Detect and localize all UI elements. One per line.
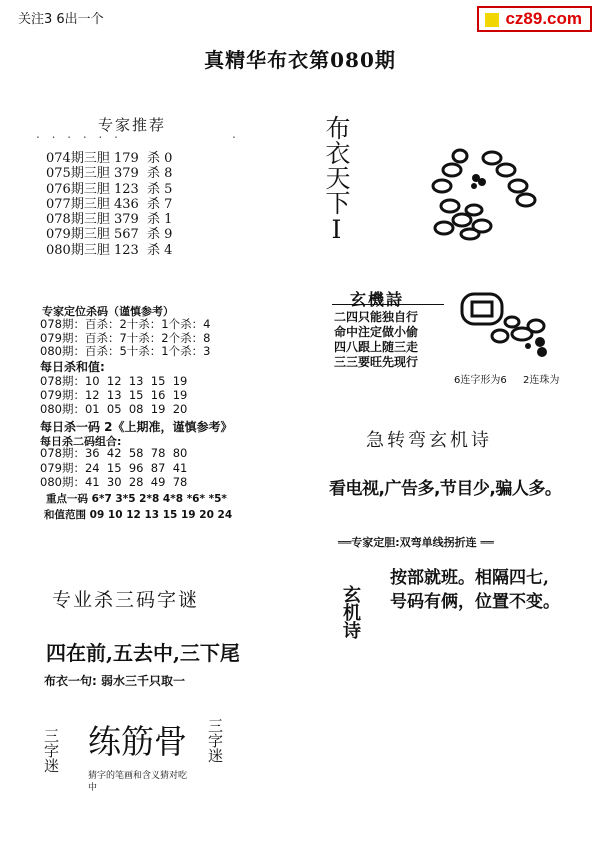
expert-row: 080期三胆 123 杀 4 (46, 242, 173, 258)
kandianshi-line: 看电视,广告多,节目少,骗人多。 (329, 479, 562, 499)
yima-row: 080期：41 30 28 49 78 (40, 475, 188, 490)
poem-title: 玄機詩 (350, 290, 405, 309)
poem-lines (334, 310, 418, 370)
hezhi-range-row: 和值范围 09 10 12 13 15 19 20 24 (44, 509, 233, 521)
expert-row: 076期三胆 123 杀 5 (46, 181, 173, 197)
poem-line: 二四只能独自行 (334, 310, 419, 324)
expert-rows (46, 151, 172, 258)
poem2-line: 号码有俩，位置不变。 (390, 592, 560, 612)
poem-line: 四八跟上随三走 (334, 340, 419, 354)
yima-rows (40, 446, 187, 490)
expert-heading: 专家推荐 (98, 116, 167, 134)
zimi-title: 专业杀三码字谜 (52, 589, 200, 611)
sanzimi-left: 三字迷 (42, 728, 60, 773)
hezhi-heading: 每日杀和值: (40, 360, 105, 374)
jizhuanwan-title: 急转弯玄机诗 (366, 430, 492, 451)
dingwei-heading: 专家定位杀码（谨慎参考） (42, 305, 174, 318)
top-note: 关注3 6出一个 (18, 12, 104, 27)
poem-divider (332, 304, 444, 305)
riddle-word: 练筋骨 (88, 722, 187, 761)
page-title (0, 44, 600, 73)
poem-line: 三三要旺先现行 (334, 355, 419, 369)
caption-two: 2连珠为 (523, 375, 560, 386)
yima-row: 079期：24 15 96 87 41 (40, 460, 188, 475)
expert-row: 078期三胆 379 杀 1 (46, 212, 173, 228)
expert-dingdan-line: ══专家定胆:双弯单线拐折连 ══ (338, 536, 494, 549)
hezhi-rows (40, 374, 187, 416)
hezhi-row: 078期：10 12 13 15 19 (40, 374, 188, 388)
dingwei-row: 079期：百杀：7十杀：2个杀：8 (40, 330, 211, 345)
sanzimi-right: 三字迷 (206, 718, 224, 763)
caption-six: 6连字形为6 (454, 375, 507, 386)
buyi-yiju: 布衣一句: 弱水三千只取一 (44, 674, 185, 688)
poem2-line: 按部就班。相隔四七, (390, 568, 549, 588)
expert-row: 075期三胆 379 杀 8 (46, 166, 173, 182)
zhongdian-row: 重点一码 6*7 3*5 2*8 4*8 *6* *5* (46, 493, 227, 505)
hezhi-row: 079期：12 13 15 16 19 (40, 388, 188, 402)
yima-subheading: 每日杀二码组合: (40, 435, 122, 448)
coin-bead-icon (454, 288, 564, 368)
yima-heading: 每日杀一码 2《上期准，谨慎参考》 (40, 420, 233, 434)
xuanjishi-vertical: 玄机诗 (340, 585, 361, 639)
section-dots: . . . . . . (36, 127, 122, 141)
yima-row: 078期：36 42 58 78 80 (40, 446, 188, 460)
badge-text: cz89.com (505, 9, 582, 28)
hezhi-row: 080期：01 05 08 19 20 (40, 402, 188, 416)
poem2-lines (390, 566, 560, 614)
dingwei-row: 080期：百杀：5十杀：1个杀：3 (40, 344, 211, 358)
page-title-text: 真精华布衣第080期 (204, 48, 396, 72)
buyi-vertical-title: 布衣天下I (322, 115, 351, 244)
expert-row: 079期三胆 567 杀 9 (46, 227, 173, 243)
badge-square-icon (485, 13, 499, 27)
section-dots-right: . (232, 127, 236, 141)
dingwei-row: 078期：百杀：2十杀：1个杀：4 (40, 317, 211, 331)
site-badge[interactable] (477, 6, 592, 32)
expert-row: 074期三胆 179 杀 0 (46, 151, 173, 166)
poem-line: 命中注定做小偷 (334, 325, 419, 339)
zimi-answer: 四在前,五去中,三下尾 (46, 641, 240, 665)
riddle-hint: 猜字的笔画和含义猜对吃中 (88, 771, 188, 793)
bead-chain-icon (430, 148, 580, 243)
dingwei-rows (40, 318, 210, 359)
expert-row: 077期三胆 436 杀 7 (46, 196, 173, 212)
